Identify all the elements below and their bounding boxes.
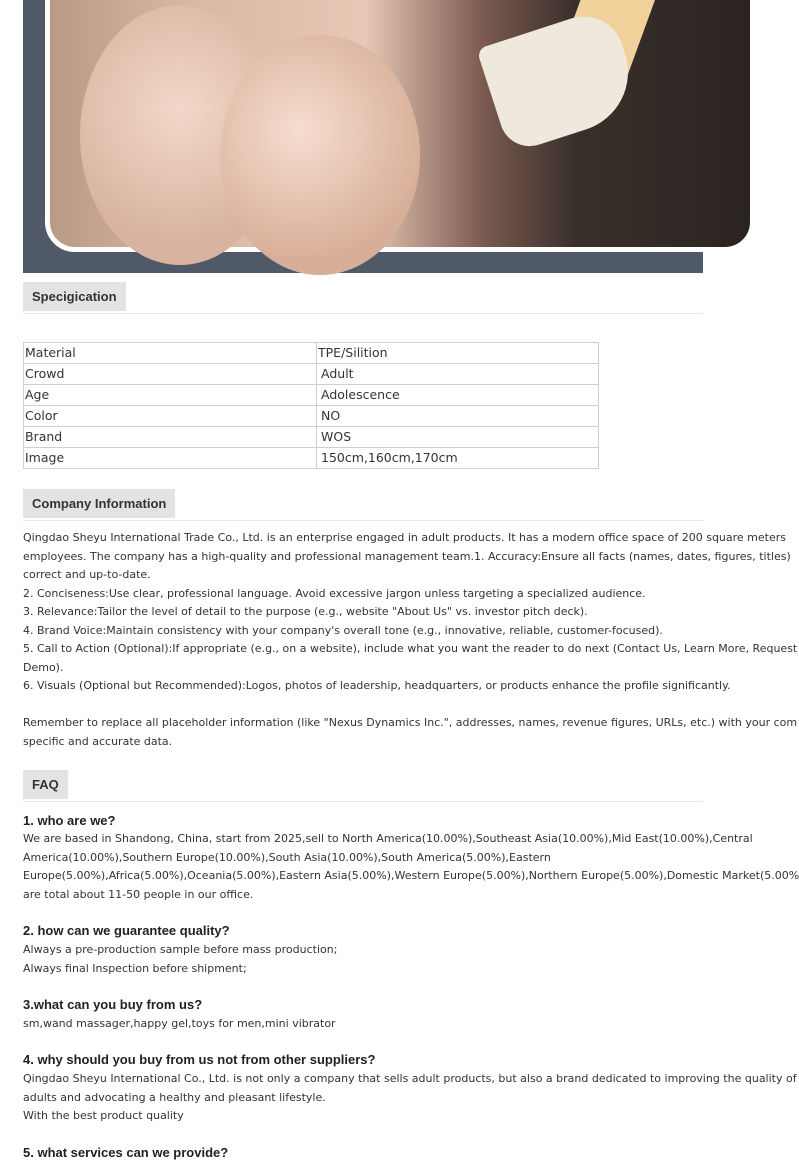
spec-key: Age bbox=[24, 385, 317, 406]
company-section-divider bbox=[23, 520, 703, 521]
spec-key: Color bbox=[24, 406, 317, 427]
spec-key: Brand bbox=[24, 427, 317, 448]
company-text-line: Demo). bbox=[23, 660, 64, 674]
company-text-line: 6. Visuals (Optional but Recommended):Logos, photos of leadership, headquarters, or products enhance the profile significantly. bbox=[23, 679, 731, 692]
company-text-line: specific and accurate data. bbox=[23, 734, 173, 748]
faq-answer-line: America(10.00%),Southern Europe(10.00%),South Asia(10.00%),South America(5.00%),Eastern bbox=[23, 850, 551, 864]
table-row bbox=[24, 448, 599, 469]
faq-section-divider bbox=[23, 801, 703, 802]
faq-question: 1. who are we? bbox=[23, 813, 116, 828]
spec-table bbox=[23, 342, 599, 469]
company-text-line: 5. Call to Action (Optional):If appropriate (e.g., on a website), include what you want the reader to do next (Contact Us, Learn More, Request bbox=[23, 642, 798, 655]
spec-value: WOS bbox=[317, 427, 599, 448]
company-text-line: correct and up-to-date. bbox=[23, 568, 151, 581]
table-row bbox=[24, 343, 599, 364]
company-text-line: 3. Relevance:Tailor the level of detail to the purpose (e.g., website "About Us" vs. investor pitch deck). bbox=[23, 605, 588, 618]
spec-key: Crowd bbox=[24, 364, 317, 385]
faq-answer-line: adults and advocating a healthy and pleasant lifestyle. bbox=[23, 1090, 326, 1104]
faq-section-tab: FAQ bbox=[23, 770, 68, 799]
company-text-line: employees. The company has a high-quality and professional management team.1. Accuracy:Ensure all facts (names, dates, figures, titles) bbox=[23, 549, 791, 563]
company-description bbox=[23, 529, 798, 751]
company-text-line: 4. Brand Voice:Maintain consistency with your company's overall tone (e.g., innovative, reliable, customer-focused). bbox=[23, 623, 663, 637]
faq-answer-line: sm,wand massager,happy gel,toys for men,mini vibrator bbox=[23, 1017, 336, 1030]
spec-section-tab: Specigication bbox=[23, 282, 126, 311]
product-photo-image bbox=[45, 0, 755, 252]
table-row bbox=[24, 427, 599, 448]
company-text-line: 2. Conciseness:Use clear, professional language. Avoid excessive jargon unless targeting a specialized audience. bbox=[23, 586, 646, 600]
company-text-line: Qingdao Sheyu International Trade Co., Ltd. is an enterprise engaged in adult products. It has a modern office space of 200 square meters bbox=[23, 531, 787, 544]
spec-section-divider bbox=[23, 313, 703, 314]
company-text-line: Remember to replace all placeholder information (like "Nexus Dynamics Inc.", addresses, names, revenue figures, URLs, etc.) with your com bbox=[23, 716, 798, 729]
faq-answer bbox=[23, 830, 799, 904]
faq-answer bbox=[23, 941, 703, 978]
spec-value: 150cm,160cm,170cm bbox=[317, 448, 599, 469]
company-section-tab: Company Information bbox=[23, 489, 175, 518]
faq-answer bbox=[23, 1070, 797, 1126]
spec-key: Material bbox=[24, 343, 317, 364]
faq-answer-line: Always a pre-production sample before mass production; bbox=[23, 943, 338, 956]
faq-question: 2. how can we guarantee quality? bbox=[23, 923, 230, 938]
faq-answer bbox=[23, 1015, 703, 1034]
faq-answer-line: Always final Inspection before shipment; bbox=[23, 961, 247, 975]
table-row bbox=[24, 385, 599, 406]
company-text-line bbox=[23, 696, 703, 715]
faq-question: 5. what services can we provide? bbox=[23, 1145, 229, 1160]
spec-key: Image bbox=[24, 448, 317, 469]
faq-answer-line: With the best product quality bbox=[23, 1109, 184, 1122]
faq-question: 4. why should you buy from us not from other suppliers? bbox=[23, 1052, 376, 1067]
product-photo bbox=[23, 0, 703, 273]
table-row bbox=[24, 406, 599, 427]
spec-value: Adolescence bbox=[317, 385, 599, 406]
faq-answer-line: Europe(5.00%),Africa(5.00%),Oceania(5.00%),Eastern Asia(5.00%),Western Europe(5.00%),Northern Europe(5.00%),Domestic Market(5.00% bbox=[23, 869, 799, 882]
spec-value: TPE/Silition bbox=[317, 343, 599, 364]
faq-answer-line: Qingdao Sheyu International Co., Ltd. is not only a company that sells adult products, but also a brand dedicated to improving the quality of bbox=[23, 1072, 797, 1085]
faq-question: 3.what can you buy from us? bbox=[23, 997, 203, 1012]
spec-value: NO bbox=[317, 406, 599, 427]
spec-value: Adult bbox=[317, 364, 599, 385]
faq-answer-line: are total about 11-50 people in our office. bbox=[23, 887, 254, 901]
faq-answer-line: We are based in Shandong, China, start from 2025,sell to North America(10.00%),Southeast Asia(10.00%),Mid East(10.00%),Central bbox=[23, 832, 753, 845]
table-row bbox=[24, 364, 599, 385]
